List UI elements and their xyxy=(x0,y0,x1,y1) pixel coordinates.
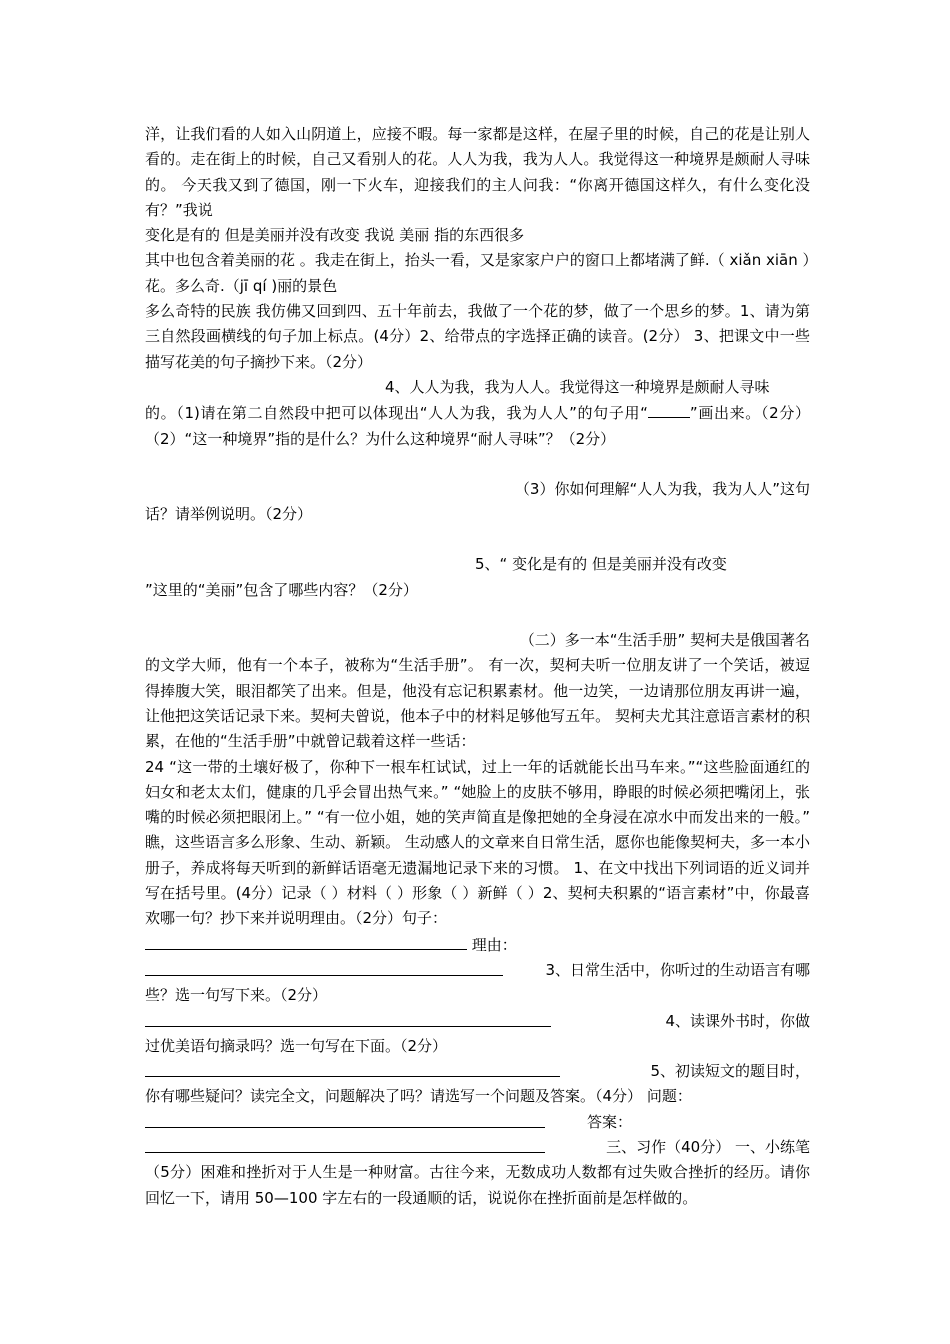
section-2-body: 的文学大师，他有一个本子，被称为“生活手册”。 有一次，契柯夫听一位朋友讲了一个笑话，被逗得捧腹大笑，眼泪都笑了出来。但是，他没有忘记积累素材。他一边笑，一边请那位朋友再讲一遍，让他把这笑话记录下来。契柯夫曾说，他本子中的材料足够他写五年。 契柯夫尤其注意语言素材的积累，在他的“生活手册”中就曾记载着这样一些话： xyxy=(145,656,810,751)
paragraph: 些？选一句写下来。（2分） xyxy=(145,986,328,1005)
question-5-body: ”这里的“美丽”包含了哪些内容？（2分） xyxy=(145,580,418,599)
answer-blank[interactable] xyxy=(145,1009,551,1027)
label: 3、日常生活中，你听过的生动语言有哪 xyxy=(545,960,810,979)
paragraph: 24 “这一带的土壤好极了，你种下一根车杠试试，过上一年的话就能长出马车来。”“这些脸面通红的妇女和老太太们，健康的几乎会冒出热气来。” “她脸上的皮肤不够用，睁眼的时候必须把嘴闭上，张嘴的时候必须把眼闭上。” “有一位小姐，她的笑声简直是像把她的全身浸在凉水中而发出来的一般。” 瞧，这些语言多么形象、生动、新颖。 生动感人的文章来自日常生活，愿你也能像契柯夫，多一本小册子，养成将每天听到的新鲜话语毫无遗漏地记录下来的习惯。 1、在文中找出下列词语的近义词并写在括号里。(4分）记录（ ）材料（ ）形象（ ）新鲜（ ）2、契柯夫积累的“语言素材”中，你最喜欢哪一句？抄下来并说明理由。（2分）句子： xyxy=(145,757,810,928)
answer-blank[interactable] xyxy=(145,958,503,976)
answer-line-2 xyxy=(145,958,810,983)
paragraph: 过优美语句摘录吗？选一句写在下面。（2分） xyxy=(145,1036,448,1055)
question-4-3-body: 话？请举例说明。（2分） xyxy=(145,505,313,524)
question-4 xyxy=(145,375,810,452)
answer-line-4 xyxy=(145,1059,810,1084)
spacer xyxy=(145,452,810,477)
spacer xyxy=(145,603,810,628)
label: 答案： xyxy=(587,1112,633,1131)
paragraph: （5分）困难和挫折对于人生是一种财富。古往今来，无数成功人数都有过失败合挫折的经历。请你回忆一下，请用 50—100 字左右的一段通顺的话，说说你在挫折面前是怎样做的。 xyxy=(145,1163,810,1207)
answer-line-6 xyxy=(145,1135,810,1160)
paragraph: 多么奇特的民族 我仿佛又回到四、五十年前去，我做了一个花的梦，做了一个思乡的梦。1、请为第三自然段画横线的句子加上标点。(4分）2、给带点的字选择正确的读音。(2分） 3、把课文中一些描写花美的句子摘抄下来。（2分） xyxy=(145,302,810,371)
paragraph: 洋，让我们看的人如入山阴道上，应接不暇。每一家都是这样，在屋子里的时候，自己的花是让别人看的。走在街上的时候，自己又看别人的花。人人为我，我为人人。我觉得这一种境界是颇耐人寻味的。 今天我又到了德国，刚一下火车，迎接我们的主人问我：“你离开德国这样久，有什么变化没有？”我说 xyxy=(145,125,810,219)
answer-blank[interactable] xyxy=(145,1059,560,1077)
answer-blank[interactable] xyxy=(145,1135,545,1153)
question-4-body-a: 的。（1)请在第二自然段中把可以体现出“人人为我，我为人人”的句子用“ xyxy=(145,404,648,423)
answer-blank[interactable] xyxy=(145,932,467,950)
question-4-body-b: ”画出来。（2分） （2）“这一种境界”指的是什么？为什么这种境界“耐人寻味”？（2分） xyxy=(145,404,810,448)
paragraph: 你有哪些疑问？读完全文，问题解决了吗？请选写一个问题及答案。（4分） 问题： xyxy=(145,1087,692,1106)
answer-blank[interactable] xyxy=(145,1110,545,1128)
question-4-3-heading: （3）你如何理解“人人为我，我为人人”这句 xyxy=(514,479,810,498)
underline-blank xyxy=(648,400,690,418)
question-5 xyxy=(145,552,810,603)
question-4-3 xyxy=(145,477,810,528)
paragraph: 变化是有的 但是美丽并没有改变 我说 美丽 指的东西很多 xyxy=(145,226,525,245)
paragraph: 其中也包含着美丽的花 。我走在街上，抬头一看，又是家家户户的窗口上都堵满了鲜.（ xiǎn xiān ）花。多么奇.（jī qí )丽的景色 xyxy=(145,251,810,295)
answer-line-3 xyxy=(145,1009,810,1034)
answer-line-1 xyxy=(145,932,810,958)
label: 5、初读短文的题目时， xyxy=(650,1062,810,1081)
document-page xyxy=(145,122,810,1211)
label: 理由： xyxy=(467,935,517,954)
section-2-heading: （二）多一本“生活手册” 契柯夫是俄国著名 xyxy=(519,631,810,650)
answer-line-5 xyxy=(145,1110,810,1135)
label: 4、读课外书时，你做 xyxy=(665,1011,810,1030)
spacer xyxy=(145,527,810,552)
question-5-heading: 5、“ 变化是有的 但是美丽并没有改变 xyxy=(475,555,727,574)
section-2 xyxy=(145,628,810,754)
label: 三、习作（40分） 一、小练笔 xyxy=(606,1137,810,1156)
question-4-heading: 4、人人为我，我为人人。我觉得这一种境界是颇耐人寻味 xyxy=(385,377,770,396)
